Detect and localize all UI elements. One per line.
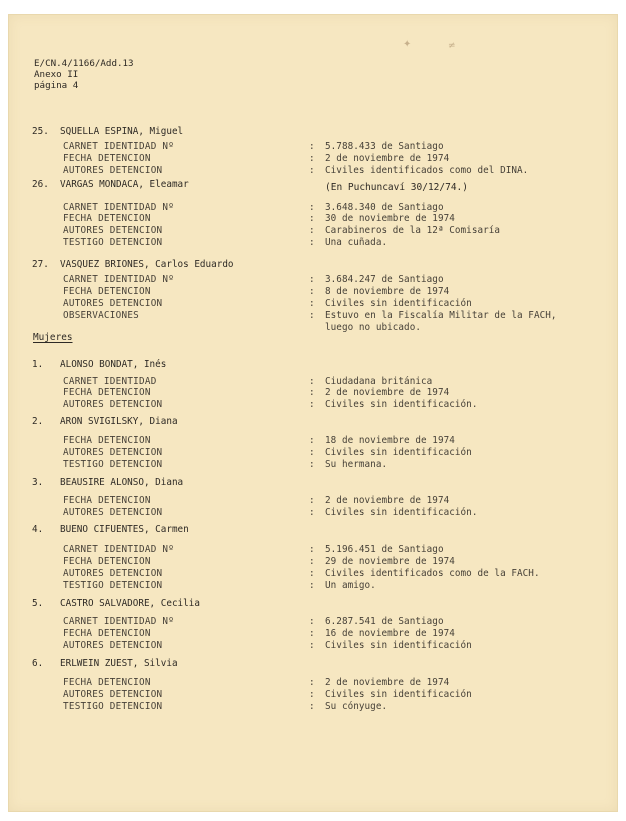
field-label: FECHA DETENCION bbox=[63, 387, 151, 398]
field-row bbox=[63, 544, 444, 555]
entry-number: 3. bbox=[32, 477, 44, 488]
document-reference: E/CN.4/1166/Add.13 bbox=[34, 58, 134, 69]
field-separator: : bbox=[309, 435, 315, 446]
field-label: FECHA DETENCION bbox=[63, 556, 151, 567]
field-value: 18 de noviembre de 1974 bbox=[325, 435, 455, 446]
field-row bbox=[63, 628, 455, 639]
field-value: Su cónyuge. bbox=[325, 701, 388, 712]
entry-heading bbox=[32, 359, 166, 371]
field-value: 6.287.541 de Santiago bbox=[325, 616, 444, 627]
field-separator: : bbox=[309, 701, 315, 712]
field-value: Civiles identificados como de la FACH. bbox=[325, 568, 540, 579]
entry-name: SQUELLA ESPINA, Miguel bbox=[60, 126, 184, 137]
field-value: 16 de noviembre de 1974 bbox=[325, 628, 455, 639]
field-row bbox=[63, 556, 455, 567]
field-row bbox=[63, 310, 557, 321]
field-separator: : bbox=[309, 376, 315, 387]
entry-heading bbox=[32, 524, 189, 536]
field-row bbox=[63, 568, 540, 579]
field-row bbox=[63, 689, 472, 700]
field-value: Civiles sin identificación bbox=[325, 447, 472, 458]
field-value: 3.684.247 de Santiago bbox=[325, 274, 444, 285]
field-value: Civiles sin identificación bbox=[325, 689, 472, 700]
entry-number: 1. bbox=[32, 359, 44, 370]
field-row bbox=[63, 165, 528, 176]
field-separator: : bbox=[309, 495, 315, 506]
field-separator: : bbox=[309, 141, 315, 152]
field-value: Carabineros de la 12ª Comisaría bbox=[325, 225, 501, 236]
entry-name: BUENO CIFUENTES, Carmen bbox=[60, 524, 189, 535]
field-row bbox=[63, 495, 449, 506]
entry-name: ALONSO BONDAT, Inés bbox=[60, 359, 167, 370]
field-value: 8 de noviembre de 1974 bbox=[325, 286, 450, 297]
field-separator: : bbox=[309, 213, 315, 224]
field-value: 2 de noviembre de 1974 bbox=[325, 153, 450, 164]
field-label: TESTIGO DETENCION bbox=[63, 701, 163, 712]
entry-heading bbox=[32, 259, 234, 271]
field-row bbox=[63, 616, 444, 627]
field-label: AUTORES DETENCION bbox=[63, 298, 163, 309]
entry-number: 2. bbox=[32, 416, 44, 427]
entry-name: VARGAS MONDACA, Eleamar bbox=[60, 179, 189, 190]
field-label: TESTIGO DETENCION bbox=[63, 580, 163, 591]
field-value: luego no ubicado. bbox=[325, 322, 422, 333]
document-page bbox=[8, 14, 618, 812]
field-value: 2 de noviembre de 1974 bbox=[325, 495, 450, 506]
field-row bbox=[63, 286, 449, 297]
field-value: 3.648.340 de Santiago bbox=[325, 202, 444, 213]
faint-mark-icon: ≠ bbox=[448, 41, 456, 51]
field-value: 5.196.451 de Santiago bbox=[325, 544, 444, 555]
field-label: CARNET IDENTIDAD Nº bbox=[63, 544, 175, 555]
field-row bbox=[63, 237, 387, 248]
field-row bbox=[63, 141, 444, 152]
field-label: FECHA DETENCION bbox=[63, 286, 151, 297]
entry-name: ARON SVIGILSKY, Diana bbox=[60, 416, 178, 427]
field-label: AUTORES DETENCION bbox=[63, 568, 163, 579]
field-row bbox=[63, 213, 455, 224]
field-row bbox=[63, 153, 449, 164]
field-separator: : bbox=[309, 225, 315, 236]
section-heading-mujeres: Mujeres bbox=[33, 332, 73, 343]
entry-number: 4. bbox=[32, 524, 44, 535]
field-label: CARNET IDENTIDAD bbox=[63, 376, 157, 387]
field-row bbox=[63, 202, 444, 213]
field-separator: : bbox=[309, 399, 315, 410]
field-value: Una cuñada. bbox=[325, 237, 388, 248]
entry-number: 27. bbox=[32, 259, 49, 270]
field-label: AUTORES DETENCION bbox=[63, 447, 163, 458]
field-separator: : bbox=[309, 556, 315, 567]
field-row bbox=[63, 507, 477, 518]
field-separator: : bbox=[309, 298, 315, 309]
field-label: FECHA DETENCION bbox=[63, 153, 151, 164]
field-label: FECHA DETENCION bbox=[63, 213, 151, 224]
field-separator: : bbox=[309, 310, 315, 321]
faint-mark-icon: ✦ bbox=[403, 39, 412, 50]
field-separator: : bbox=[309, 202, 315, 213]
entry-heading bbox=[32, 179, 189, 191]
field-separator: : bbox=[309, 274, 315, 285]
field-value: Estuvo en la Fiscalía Militar de la FACH, bbox=[325, 310, 557, 321]
field-label: TESTIGO DETENCION bbox=[63, 459, 163, 470]
field-label: CARNET IDENTIDAD Nº bbox=[63, 141, 175, 152]
field-value: Civiles identificados como del DINA. bbox=[325, 165, 529, 176]
field-value: Civiles sin identificación. bbox=[325, 399, 478, 410]
field-value: 30 de noviembre de 1974 bbox=[325, 213, 455, 224]
entry-number: 6. bbox=[32, 658, 44, 669]
field-value: 2 de noviembre de 1974 bbox=[325, 387, 450, 398]
page-label: página 4 bbox=[34, 80, 79, 91]
field-separator: : bbox=[309, 628, 315, 639]
field-label: AUTORES DETENCION bbox=[63, 165, 163, 176]
field-separator: : bbox=[309, 237, 315, 248]
field-row bbox=[63, 376, 432, 387]
field-label: FECHA DETENCION bbox=[63, 628, 151, 639]
field-label: CARNET IDENTIDAD Nº bbox=[63, 274, 175, 285]
field-row bbox=[63, 274, 444, 285]
field-separator: : bbox=[309, 677, 315, 688]
field-separator: : bbox=[309, 165, 315, 176]
field-value: Civiles sin identificación bbox=[325, 640, 472, 651]
annex-label: Anexo II bbox=[34, 69, 79, 80]
field-value: Su hermana. bbox=[325, 459, 388, 470]
field-row bbox=[63, 677, 449, 688]
entry-heading bbox=[32, 598, 200, 610]
entry-name: ERLWEIN ZUEST, Silvia bbox=[60, 658, 178, 669]
entry-heading bbox=[32, 658, 178, 670]
field-value: 2 de noviembre de 1974 bbox=[325, 677, 450, 688]
field-row bbox=[63, 399, 477, 410]
entry-number: 5. bbox=[32, 598, 44, 609]
field-row bbox=[63, 701, 387, 712]
field-separator: : bbox=[309, 640, 315, 651]
entry-number: 26. bbox=[32, 179, 49, 190]
field-row bbox=[63, 447, 472, 458]
field-label: FECHA DETENCION bbox=[63, 495, 151, 506]
field-label: AUTORES DETENCION bbox=[63, 689, 163, 700]
entry-name: VASQUEZ BRIONES, Carlos Eduardo bbox=[60, 259, 234, 270]
field-label: OBSERVACIONES bbox=[63, 310, 140, 321]
field-row bbox=[63, 225, 500, 236]
field-separator: : bbox=[309, 387, 315, 398]
field-value: 5.788.433 de Santiago bbox=[325, 141, 444, 152]
document-header bbox=[34, 58, 134, 91]
entry-heading bbox=[32, 477, 183, 489]
field-label: FECHA DETENCION bbox=[63, 677, 151, 688]
field-separator: : bbox=[309, 153, 315, 164]
field-value: Civiles sin identificación bbox=[325, 298, 472, 309]
entry-name: BEAUSIRE ALONSO, Diana bbox=[60, 477, 184, 488]
entry-heading bbox=[32, 416, 178, 428]
field-row bbox=[63, 640, 472, 651]
field-label: TESTIGO DETENCION bbox=[63, 237, 163, 248]
field-separator: : bbox=[309, 459, 315, 470]
field-separator: : bbox=[309, 580, 315, 591]
field-row bbox=[63, 322, 421, 333]
field-row bbox=[63, 435, 455, 446]
field-separator: : bbox=[309, 286, 315, 297]
field-separator: : bbox=[309, 507, 315, 518]
entry-name: CASTRO SALVADORE, Cecilia bbox=[60, 598, 200, 609]
field-label: CARNET IDENTIDAD Nº bbox=[63, 202, 175, 213]
entry-heading bbox=[32, 126, 183, 138]
field-row bbox=[63, 387, 449, 398]
field-label: AUTORES DETENCION bbox=[63, 399, 163, 410]
field-separator: : bbox=[309, 568, 315, 579]
entry-number: 25. bbox=[32, 126, 49, 137]
field-label: AUTORES DETENCION bbox=[63, 507, 163, 518]
field-label: FECHA DETENCION bbox=[63, 435, 151, 446]
field-row bbox=[63, 580, 376, 591]
field-row bbox=[63, 298, 472, 309]
field-value: Ciudadana británica bbox=[325, 376, 433, 387]
handwritten-note: (En Puchuncaví 30/12/74.) bbox=[325, 182, 468, 193]
field-row bbox=[63, 459, 387, 470]
field-label: AUTORES DETENCION bbox=[63, 225, 163, 236]
field-value: Un amigo. bbox=[325, 580, 376, 591]
field-separator: : bbox=[309, 689, 315, 700]
field-separator: : bbox=[309, 616, 315, 627]
field-value: Civiles sin identificación. bbox=[325, 507, 478, 518]
field-label: CARNET IDENTIDAD Nº bbox=[63, 616, 175, 627]
field-separator: : bbox=[309, 447, 315, 458]
field-separator: : bbox=[309, 544, 315, 555]
field-label: AUTORES DETENCION bbox=[63, 640, 163, 651]
field-value: 29 de noviembre de 1974 bbox=[325, 556, 455, 567]
